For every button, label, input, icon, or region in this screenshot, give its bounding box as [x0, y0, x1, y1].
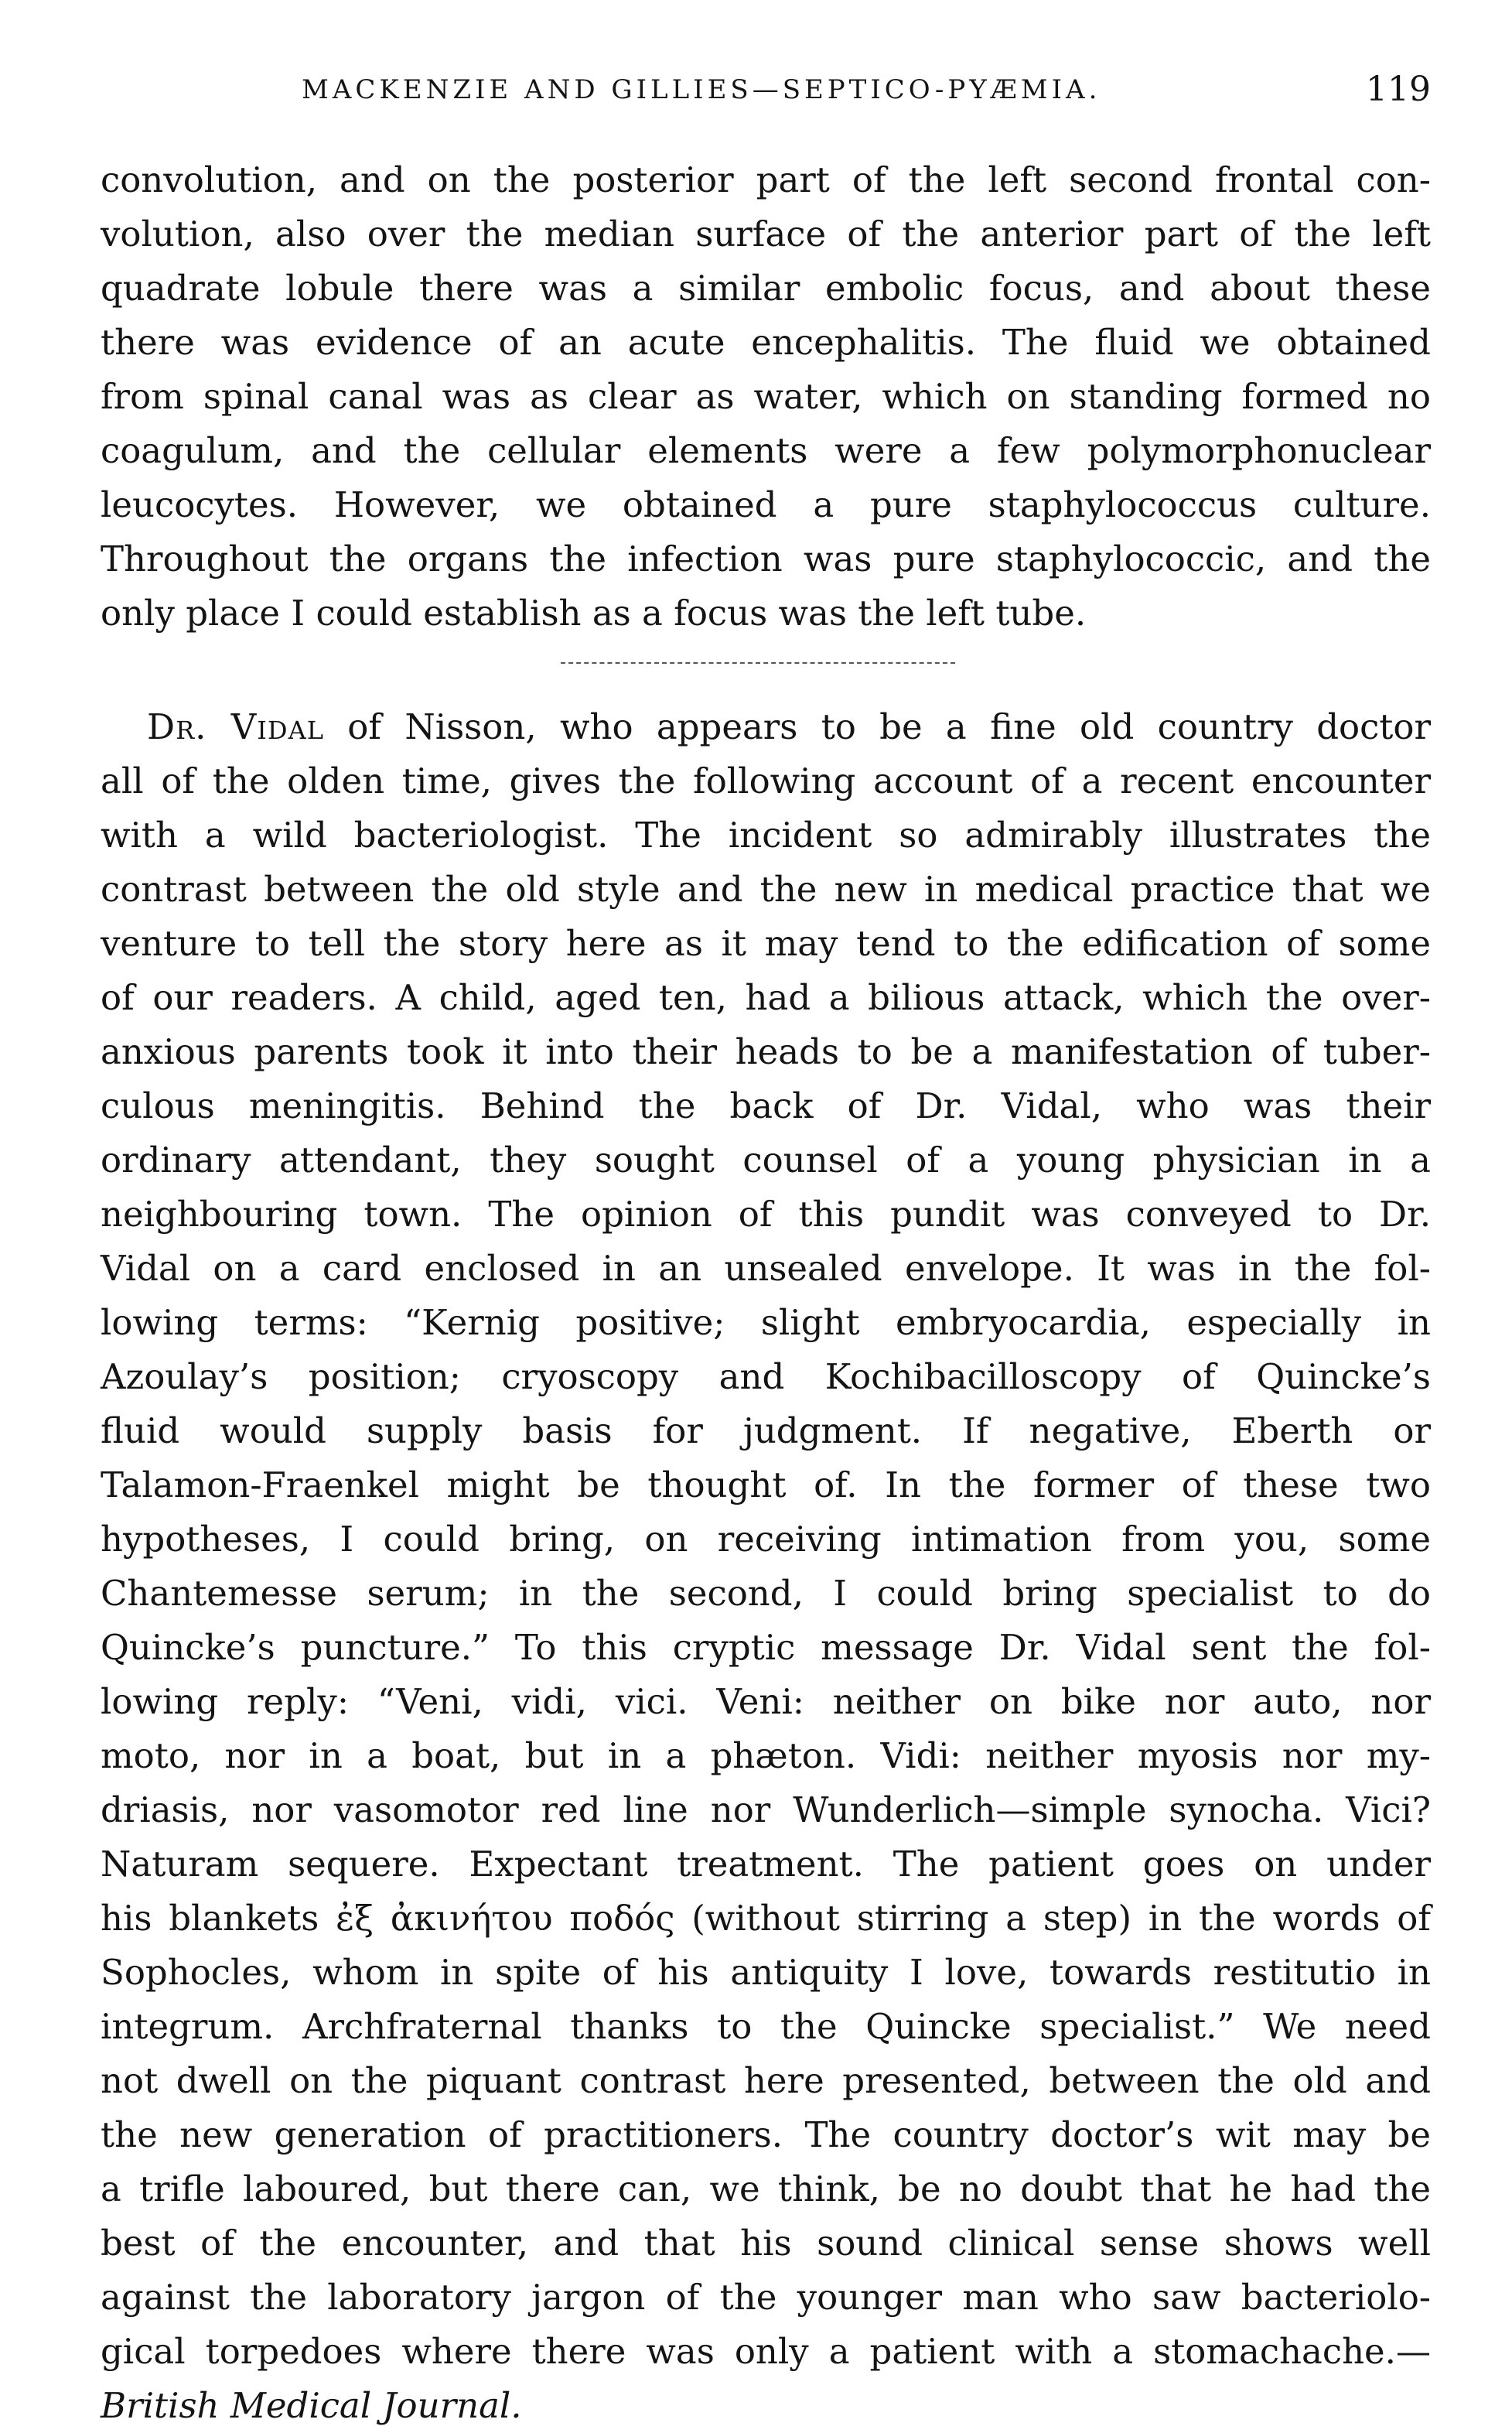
text-line: ordinary attendant, they sought counsel of a young physician in a: [101, 1140, 1431, 1181]
page-number: 119: [1366, 70, 1431, 109]
text-line: all of the olden time, gives the following account of a recent encounter: [101, 760, 1431, 801]
text-line: against the laboratory jargon of the younger man who saw bacteriolo-: [101, 2277, 1431, 2318]
text-line: culous meningitis. Behind the back of Dr. Vidal, who was their: [101, 1085, 1431, 1126]
text-line: there was evidence of an acute encephalitis. The fluid we obtained: [101, 322, 1431, 363]
text-line: only place I could establish as a focus was the left tube.: [101, 593, 1087, 634]
text-line: neighbouring town. The opinion of this pundit was conveyed to Dr.: [101, 1194, 1431, 1235]
text-line: lowing reply: “Veni, vidi, vici. Veni: neither on bike nor auto, nor: [101, 1681, 1431, 1722]
text-line: his blankets ἐξ ἀκινήτου ποδός (without stirring a step) in the words of: [101, 1898, 1431, 1939]
source-citation: British Medical Journal.: [101, 2385, 522, 2426]
text-line: integrum. Archfraternal thanks to the Quincke specialist.” We need: [101, 2006, 1431, 2047]
text-line: quadrate lobule there was a similar embolic focus, and about these: [101, 268, 1431, 309]
text-line: not dwell on the piquant contrast here presented, between the old and: [101, 2060, 1431, 2101]
text-line: volution, also over the median surface of the anterior part of the left: [101, 214, 1431, 255]
text-line: contrast between the old style and the new in medical practice that we: [101, 869, 1431, 910]
text-line: Vidal on a card enclosed in an unsealed envelope. It was in the fol-: [101, 1248, 1431, 1289]
text-line: coagulum, and the cellular elements were a few polymorphonuclear: [101, 430, 1431, 471]
text-line: a trifle laboured, but there can, we think, be no doubt that he had the: [101, 2168, 1431, 2209]
article-two-text: [101, 700, 1431, 2433]
text-line: lowing terms: “Kernig positive; slight embryocardia, especially in: [101, 1302, 1431, 1343]
text-line: driasis, nor vasomotor red line nor Wunderlich—simple synocha. Vici?: [101, 1789, 1431, 1830]
section-divider: [561, 662, 955, 664]
text-line: of our readers. A child, aged ten, had a bilious attack, which the over-: [101, 977, 1431, 1018]
text-line: Throughout the organs the infection was pure staphylococcic, and the: [101, 538, 1431, 579]
text-line: fluid would supply basis for judgment. If negative, Eberth or: [101, 1410, 1431, 1451]
running-head: [101, 70, 1431, 128]
text-line: Azoulay’s position; cryoscopy and Kochibacilloscopy of Quincke’s: [101, 1356, 1431, 1397]
text-line: Naturam sequere. Expectant treatment. The patient goes on under: [101, 1844, 1431, 1885]
text-line: Chantemesse serum; in the second, I could bring specialist to do: [101, 1573, 1431, 1614]
text-line: the new generation of practitioners. The country doctor’s wit may be: [101, 2114, 1431, 2155]
text-line: Quincke’s puncture.” To this cryptic message Dr. Vidal sent the fol-: [101, 1627, 1431, 1668]
text-line: moto, nor in a boat, but in a phæton. Vidi: neither myosis nor my-: [101, 1735, 1431, 1776]
text-line: best of the encounter, and that his sound clinical sense shows well: [101, 2223, 1431, 2264]
text-line: with a wild bacteriologist. The incident so admirably illustrates the: [101, 815, 1431, 856]
text-line: venture to tell the story here as it may tend to the edification of some: [101, 923, 1431, 964]
running-title: MACKENZIE AND GILLIES—SEPTICO-PYÆMIA.: [302, 74, 1101, 105]
first-line-text: of Nisson, who appears to be a fine old country doctor: [347, 706, 1431, 747]
text-line: leucocytes. However, we obtained a pure staphylococcus culture.: [101, 484, 1431, 525]
article-one-text: [101, 153, 1431, 641]
text-line: anxious parents took it into their heads to be a manifestation of tuber-: [101, 1031, 1431, 1072]
text-line: hypotheses, I could bring, on receiving intimation from you, some: [101, 1519, 1431, 1560]
article-two-first-line: [101, 700, 1431, 754]
author-name: Dr. Vidal: [147, 706, 324, 747]
text-line: gical torpedoes where there was only a patient with a stomachache.—: [101, 2331, 1431, 2372]
text-line: Talamon-Fraenkel might be thought of. In the former of these two: [101, 1464, 1431, 1505]
text-line: convolution, and on the posterior part of the left second frontal con-: [101, 159, 1431, 200]
text-line: Sophocles, whom in spite of his antiquity I love, towards restitutio in: [101, 1952, 1431, 1993]
text-line: from spinal canal was as clear as water, which on standing formed no: [101, 376, 1431, 417]
